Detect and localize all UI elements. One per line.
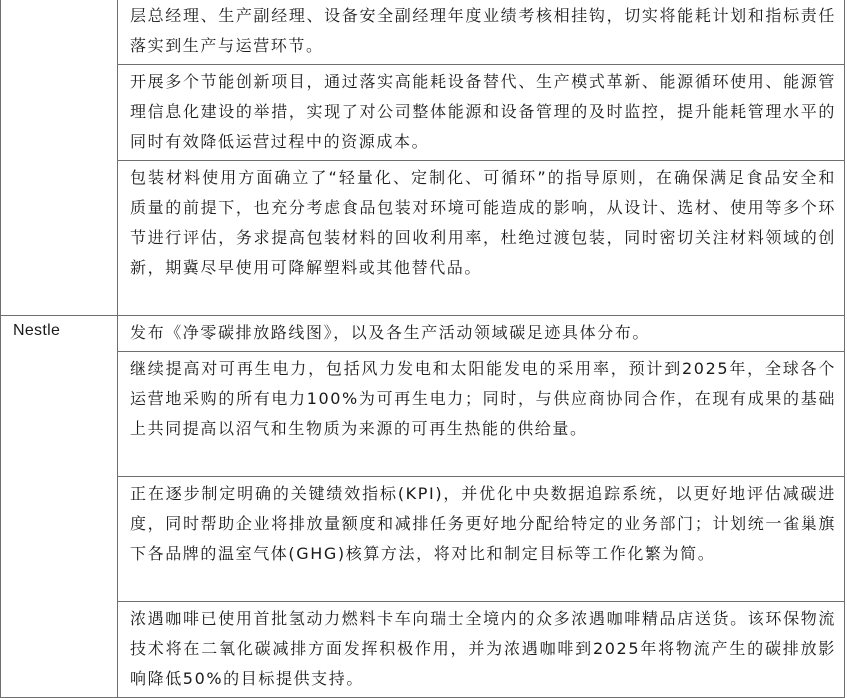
table-row xyxy=(1,316,845,352)
measure-text: 浓遇咖啡已使用首批氢动力燃料卡车向瑞士全境内的众多浓遇咖啡精品店送货。该环保物流技术将在二氧化碳减排方面发挥积极作用，并为浓遇咖啡到2025年将物流产生的碳排放影响降低50%的目标提供支持。 xyxy=(130,609,836,688)
company-cell-nestle: Nestle xyxy=(1,316,118,698)
measure-text: 层总经理、生产副经理、设备安全副经理年度业绩考核相挂钩，切实将能耗计划和指标责任落实到生产与运营环节。 xyxy=(130,6,836,55)
measure-cell xyxy=(118,0,845,65)
table-row xyxy=(1,65,845,161)
measure-cell xyxy=(118,316,845,352)
table-row xyxy=(1,602,845,698)
table-row xyxy=(1,352,845,477)
measure-text: 正在逐步制定明确的关键绩效指标(KPI)，并优化中央数据追踪系统，以更好地评估减碳进度，同时帮助企业将排放量额度和减排任务更好地分配给特定的业务部门；计划统一雀巢旗下各品牌的温室气体(GHG)核算方法，将对比和制定目标等工作化繁为简。 xyxy=(130,484,836,563)
measure-cell xyxy=(118,161,845,316)
measure-text: 包装材料使用方面确立了“轻量化、定制化、可循环”的指导原则，在确保满足食品安全和质量的前提下，也充分考虑食品包装对环境可能造成的影响，从设计、选材、使用等多个环节进行评估，务求提高包装材料的回收利用率，杜绝过渡包装，同时密切关注材料领域的创新，期冀尽早使用可降解塑料或其他替代品。 xyxy=(130,168,836,277)
measure-cell xyxy=(118,352,845,477)
measure-text: 开展多个节能创新项目，通过落实高能耗设备替代、生产模式革新、能源循环使用、能源管理信息化建设的举措，实现了对公司整体能源和设备管理的及时监控，提升能耗管理水平的同时有效降低运营过程中的资源成本。 xyxy=(130,72,836,151)
measure-cell xyxy=(118,65,845,161)
company-cell-previous xyxy=(1,0,118,316)
table-row xyxy=(1,0,845,65)
measure-text: 继续提高对可再生电力，包括风力发电和太阳能发电的采用率，预计到2025年，全球各个运营地采购的所有电力100%为可再生电力；同时，与供应商协同合作，在现有成果的基础上共同提高以沼气和生物质为来源的可再生热能的供给量。 xyxy=(130,359,836,438)
measure-cell xyxy=(118,477,845,602)
measure-cell xyxy=(118,602,845,698)
table-row xyxy=(1,161,845,316)
measure-text: 发布《净零碳排放路线图》，以及各生产活动领域碳足迹具体分布。 xyxy=(130,323,651,342)
table-row xyxy=(1,477,845,602)
